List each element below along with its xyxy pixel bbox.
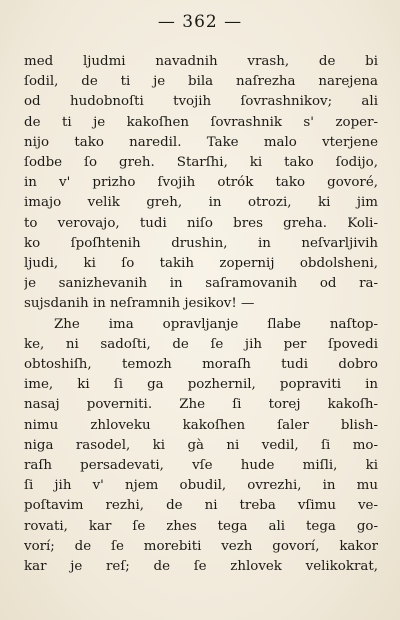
text-line: od hudobnoſti tvojih ſovrashnikov; ali [24, 94, 378, 110]
text-line: rovati, kar ſe zhes tega ali tega go- [24, 518, 378, 534]
text-line: Zhe ima opravljanje ſlabe naſtop- [54, 316, 378, 332]
text-line: ime, ki ſi ga pozhernil, popraviti in [24, 377, 378, 393]
text-line: niga rasodel, ki gà ni vedil, ſi mo- [24, 437, 378, 453]
text-line: kar je reſ; de ſe zhlovek velikokrat, [24, 559, 378, 575]
page-number: — 362 — [157, 12, 243, 32]
text-line: nijo tako naredil. Take malo vterjene [24, 134, 378, 150]
text-line: med ljudmi navadnih vrash, de bi [24, 54, 378, 69]
text-line: ko ſpoſhtenih drushin, in neſvarljivih [24, 235, 378, 251]
text-line: vorí; de ſe morebiti vezh govorí, kakor [24, 538, 378, 554]
body-text [24, 52, 378, 577]
text-line: imajo velik greh, in otrozi, ki jim [24, 195, 378, 211]
text-line: ſodil, de ti je bila naſrezha narejena [24, 74, 378, 90]
text-line: je sanizhevanih in saſramovanih od ra- [24, 276, 378, 292]
text-line: in v' prizho ſvojih otrók tako govoré, [24, 175, 378, 191]
text-line: sujsdanih in neſramnih jesikov! — [24, 296, 255, 312]
text-line: ſi jih v' njem obudil, ovrezhi, in mu [24, 478, 378, 494]
text-line: de ti je kakoſhen ſovrashnik s' zoper- [24, 114, 378, 130]
text-line: poſtavim rezhi, de ni treba vſimu ve- [24, 498, 378, 514]
text-line: nimu zhloveku kakoſhen ſaler blish- [24, 417, 378, 433]
text-line: nasaj poverniti. Zhe ſi torej kakoſh- [24, 397, 378, 413]
text-line: ke, ni sadoſti, de ſe jih per ſpovedi [24, 336, 378, 352]
text-line: ljudi, ki ſo takih zopernij obdolsheni, [24, 256, 378, 272]
text-line: to verovajo, tudi niſo bres greha. Koli- [24, 215, 378, 231]
text-line: raſh persadevati, vſe hude miſli, ki [24, 458, 378, 474]
text-line: obtoshiſh, temozh moraſh tudi dobro [24, 357, 378, 373]
text-line: ſodbe ſo greh. Starſhi, ki tako ſodijo, [24, 155, 378, 171]
